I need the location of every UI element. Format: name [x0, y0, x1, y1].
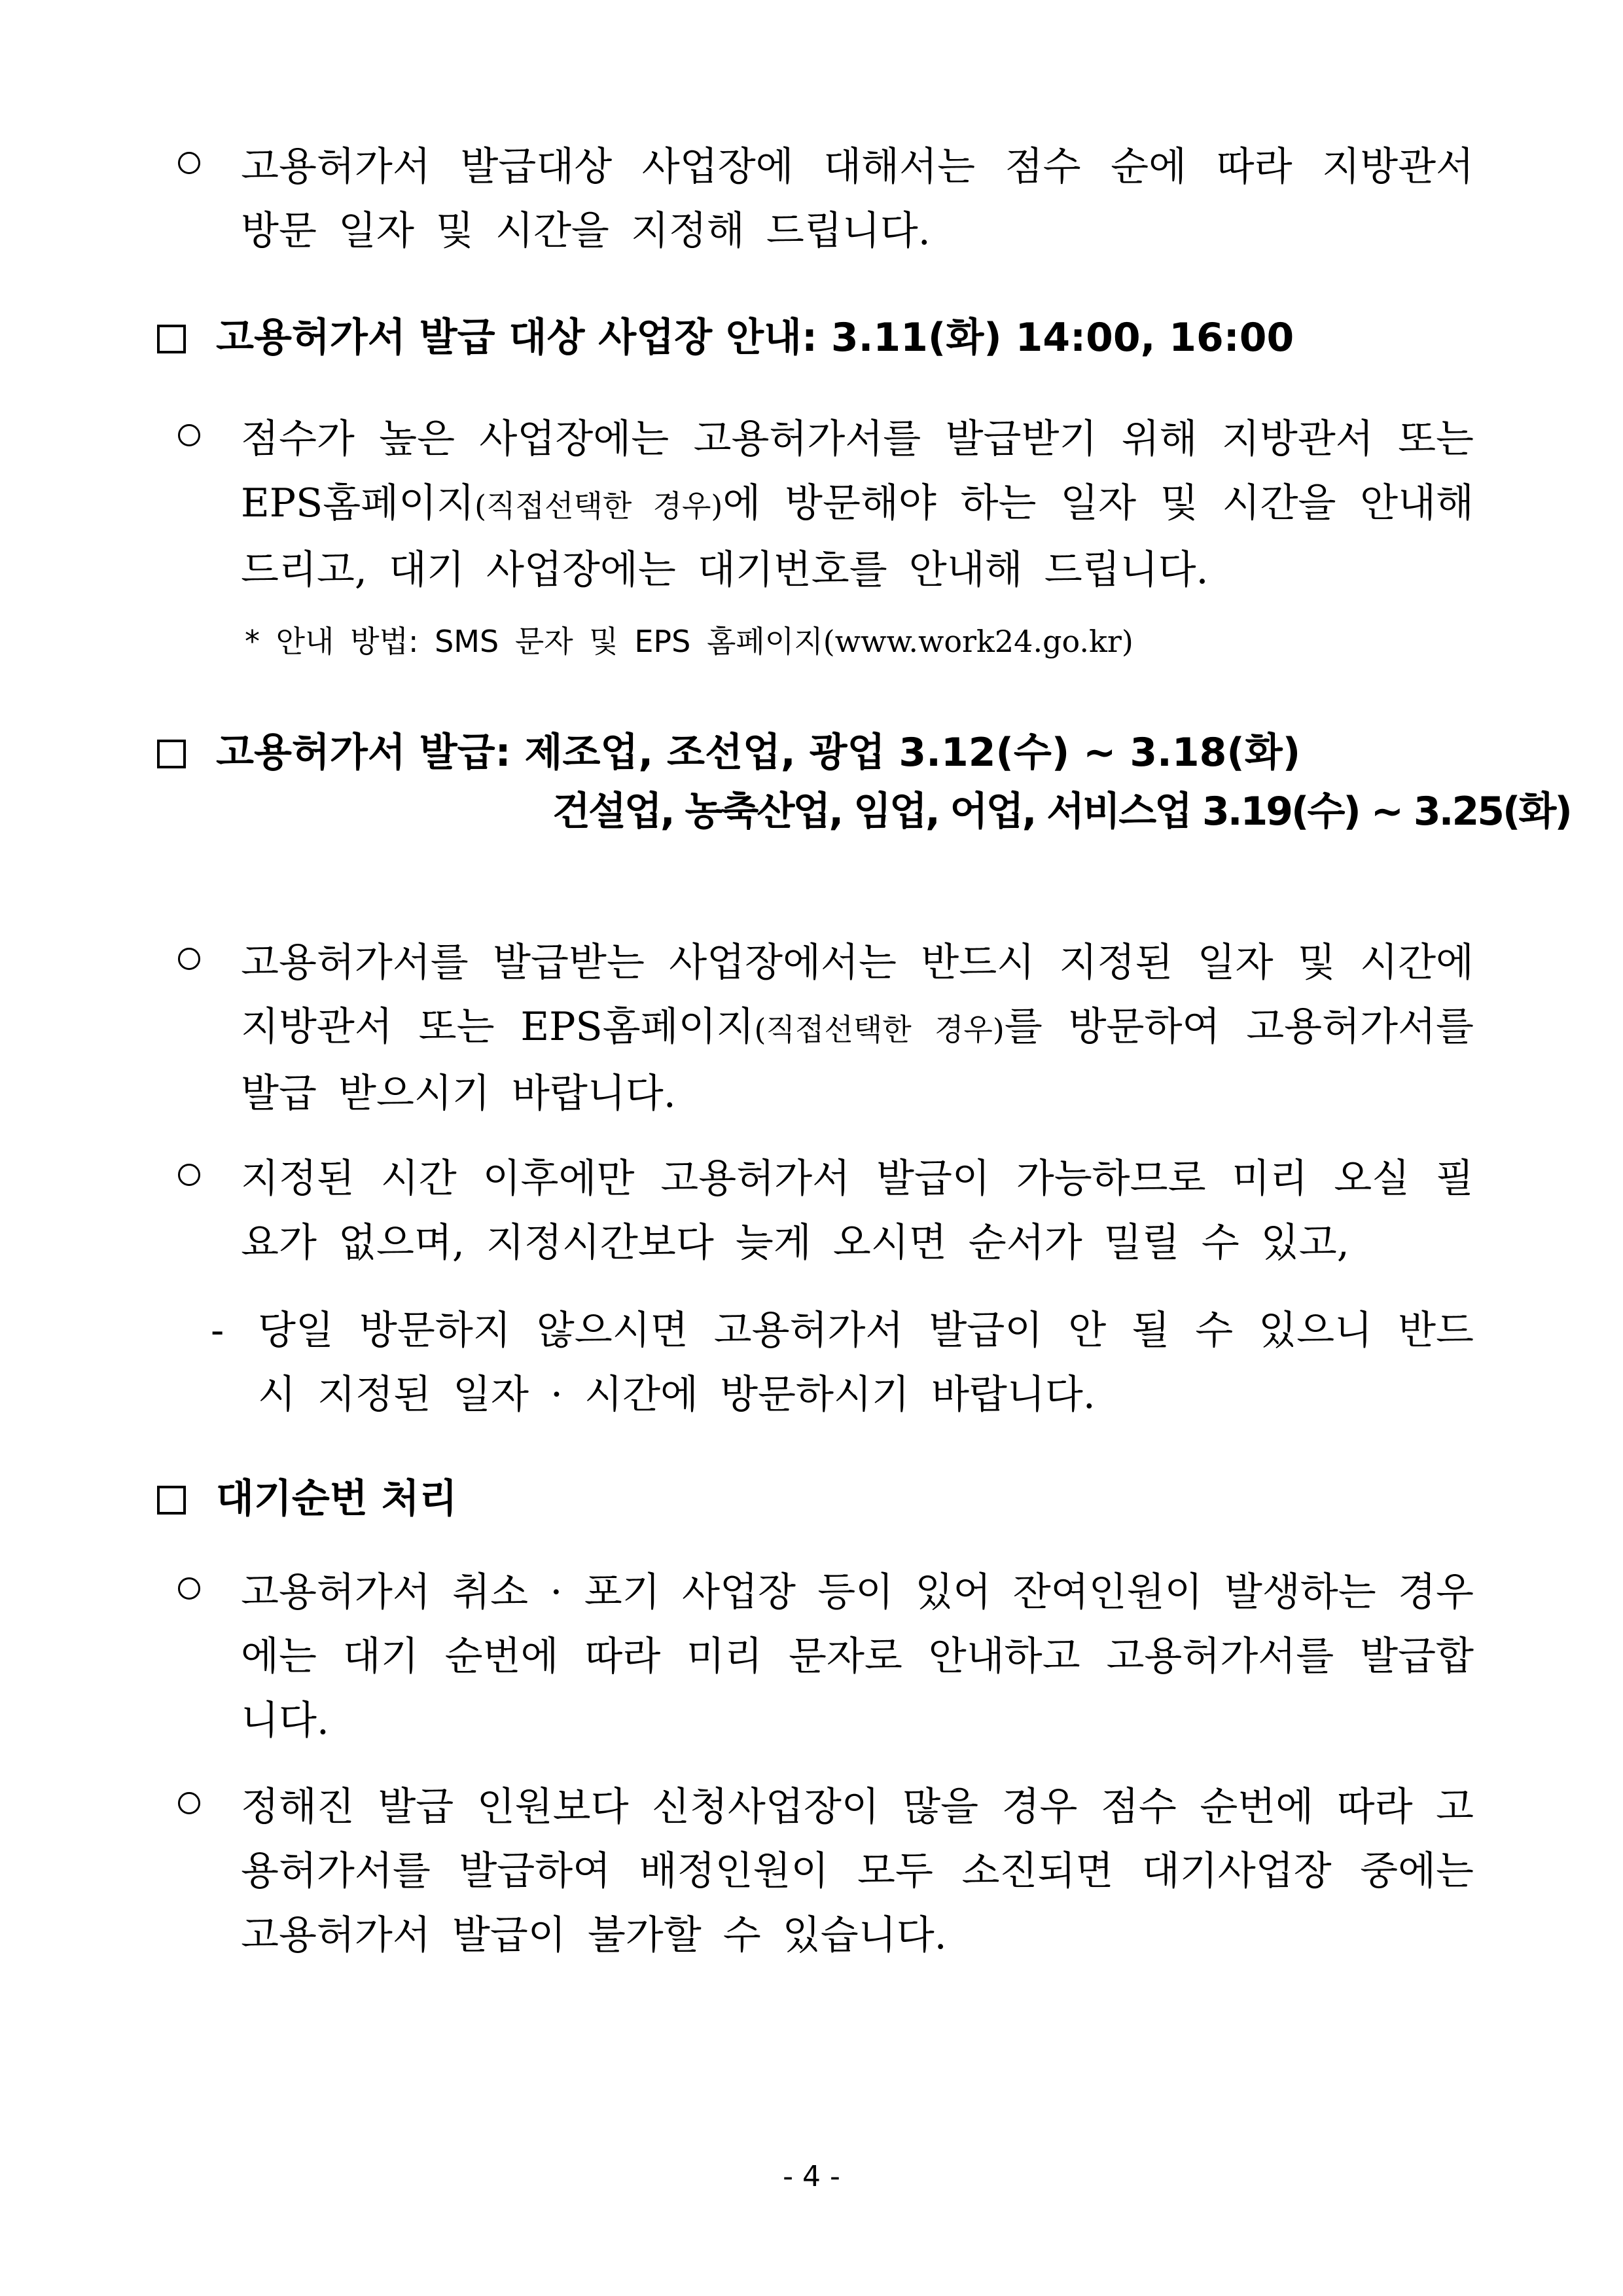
- waitlist-paragraph-2-text: 정해진 발급 인원보다 신청사업장이 많을 경우 점수 순번에 따라 고용허가서를 발급하여 배정인원이 모두 소진되면 대기사업장 중에는 고용허가서 발급이 불가할 수 있습니다.: [241, 1784, 1474, 1958]
- issuance-paragraph-2: [178, 1147, 1474, 1275]
- waitlist-paragraph-1-text: 고용허가서 취소 · 포기 사업장 등이 있어 잔여인원이 발생하는 경우에는 대기 순번에 따라 미리 문자로 안내하고 고용허가서를 발급합니다.: [241, 1570, 1474, 1744]
- section-heading-issuance-line2: 건설업, 농축산업, 임업, 어업, 서비스업 3.19(수) ~ 3.25(화): [552, 789, 1571, 834]
- issuance-paragraph-1-text: [241, 931, 1474, 1126]
- issuance-text-part: 를 방문하여 고용허가서를 발급 받으시기 바랍니다.: [241, 1004, 1474, 1117]
- notice-paragraph: [178, 407, 1474, 602]
- dash-bullet: -: [211, 1308, 224, 1354]
- square-bullet-icon: [157, 1486, 186, 1515]
- notice-text-part: 점수가 높은 사업장에는 고용허가서를 발급받기 위해 지방관서 또는 EPS홈페이지: [241, 416, 1474, 526]
- issuance-paragraph-1: [178, 931, 1474, 1126]
- circle-bullet-icon: [178, 152, 200, 174]
- notice-text-part: 에 방문해야 하는 일자 및 시간을 안내해 드리고, 대기 사업장에는 대기번호를 안내해 드립니다.: [241, 480, 1474, 593]
- guidance-method-note: [245, 622, 1133, 661]
- visit-warning-text: 당일 방문하지 않으시면 고용허가서 발급이 안 될 수 있으니 반드시 지정된 일자 · 시간에 방문하시기 바랍니다.: [258, 1308, 1474, 1418]
- section-heading-notice-text: 고용허가서 발급 대상 사업장 안내: 3.11(화) 14:00, 16:00: [216, 315, 1294, 361]
- circle-bullet-icon: [178, 1792, 200, 1814]
- intro-paragraph-text: 고용허가서 발급대상 사업장에 대해서는 점수 순에 따라 지방관서 방문 일자 및 시간을 지정해 드립니다.: [241, 144, 1474, 254]
- section-heading-waitlist-text: 대기순번 처리: [216, 1476, 457, 1522]
- waitlist-paragraph-1: [178, 1560, 1474, 1753]
- notice-text-parenthetical: (직접선택한 경우): [474, 488, 723, 524]
- note-url: (www.work24.go.kr): [823, 624, 1133, 659]
- square-bullet-icon: [157, 325, 186, 353]
- section-heading-issuance: [157, 726, 1571, 834]
- section-heading-notice: [157, 312, 1479, 364]
- issuance-text-part: 고용허가서를 발급받는 사업장에서는 반드시 지정된 일자 및 시간에 지방관서 또는 EPS홈페이지: [241, 940, 1474, 1050]
- circle-bullet-icon: [178, 1577, 200, 1600]
- issuance-text-parenthetical: (직접선택한 경우): [754, 1012, 1005, 1047]
- visit-warning-item: [211, 1299, 1474, 1427]
- square-bullet-icon: [157, 740, 186, 768]
- intro-paragraph: [178, 135, 1474, 263]
- waitlist-paragraph-2: [178, 1775, 1474, 1967]
- issuance-paragraph-2-text: 지정된 시간 이후에만 고용허가서 발급이 가능하므로 미리 오실 필요가 없으며, 지정시간보다 늦게 오시면 순서가 밀릴 수 있고,: [241, 1156, 1474, 1266]
- circle-bullet-icon: [178, 948, 200, 970]
- notice-paragraph-text: [241, 407, 1474, 602]
- circle-bullet-icon: [178, 424, 200, 446]
- section-heading-waitlist: [157, 1473, 1479, 1525]
- page-number: - 4 -: [783, 2160, 840, 2193]
- circle-bullet-icon: [178, 1164, 200, 1186]
- section-heading-issuance-line1: 고용허가서 발급: 제조업, 조선업, 광업 3.12(수) ~ 3.18(화): [216, 730, 1301, 776]
- note-label: * 안내 방법: SMS 문자 및 EPS 홈페이지: [245, 624, 823, 659]
